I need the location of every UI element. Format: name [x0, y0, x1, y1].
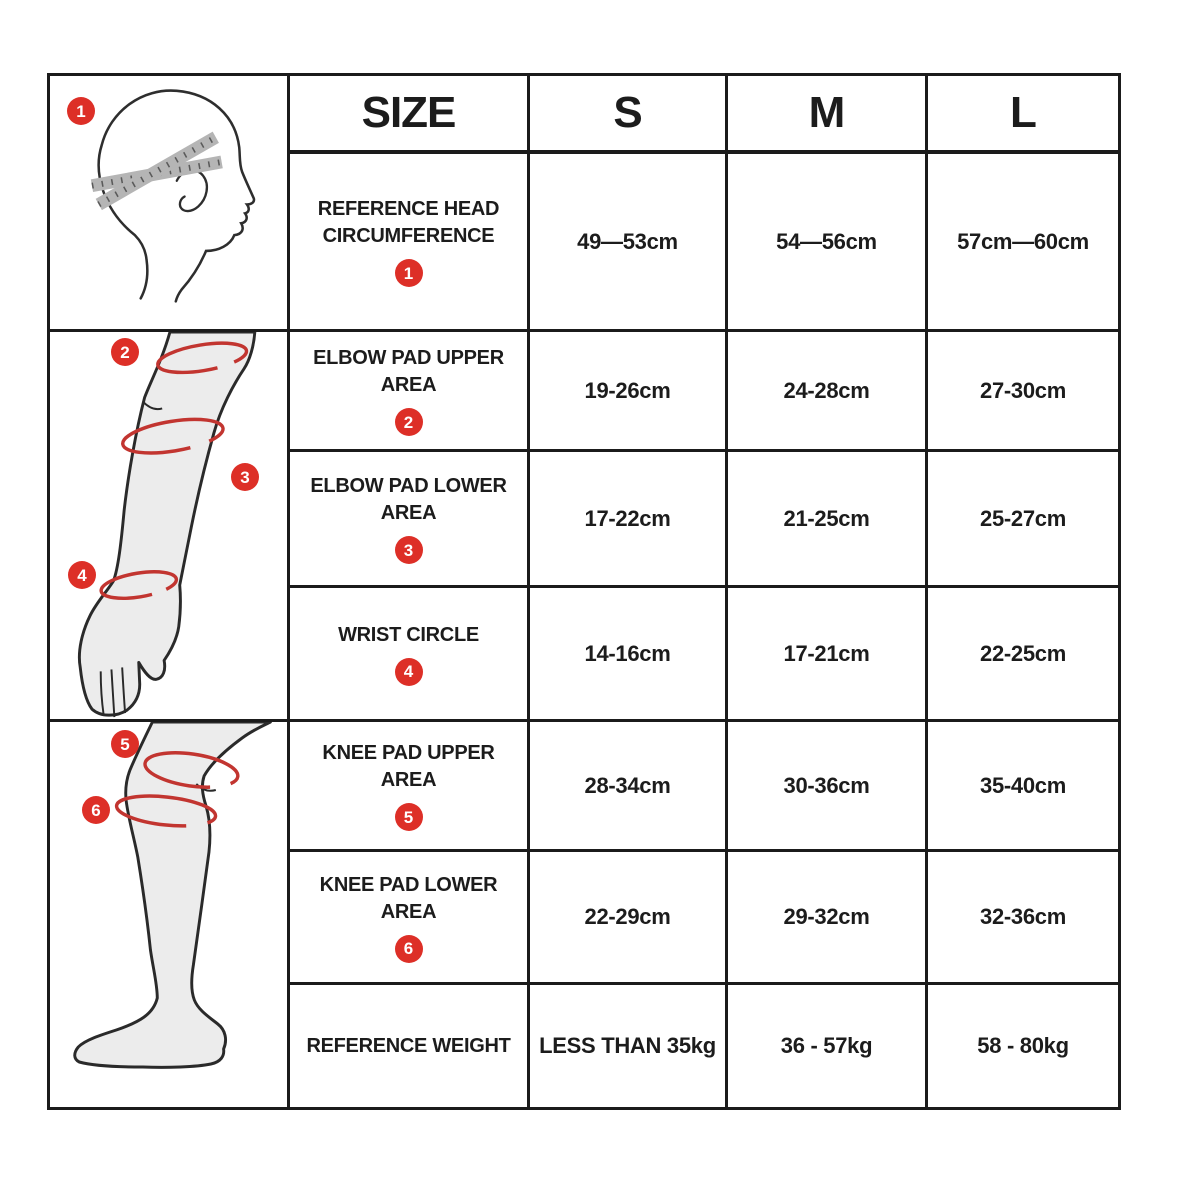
row-label-elbow-lower [290, 452, 530, 588]
value-knee-upper-l: 35-40cm [928, 722, 1118, 852]
value-elbow-lower-l: 25-27cm [928, 452, 1118, 588]
value-elbow-upper-s: 19-26cm [530, 332, 728, 452]
value-elbow-lower-s: 17-22cm [530, 452, 728, 588]
arm-outline [79, 332, 254, 715]
value-weight-l: 58 - 80kg [977, 1033, 1069, 1058]
row-label-wrist-circle [290, 588, 530, 722]
value-elbow-lower-m: 21-25cm [728, 452, 928, 588]
row-badge-5: 5 [395, 803, 423, 831]
value-knee-upper-s: 28-34cm [530, 722, 728, 852]
value-head-l: 57cm—60cm [928, 154, 1118, 332]
measuring-tape [92, 137, 222, 204]
row-badge-2: 2 [395, 408, 423, 436]
value-knee-upper-m: 30-36cm [728, 722, 928, 852]
value-elbow-upper-l: 27-30cm [928, 332, 1118, 452]
leg-measure-drawing [50, 722, 287, 1107]
value-knee-lower-l: 32-36cm [928, 852, 1118, 985]
size-label: SIZE [361, 88, 456, 137]
row-label-text: KNEE PAD LOWER AREA [319, 873, 498, 923]
s-label: S [613, 88, 642, 137]
head-badge-1: 1 [67, 97, 95, 125]
value-head-m: 54—56cm [728, 154, 928, 332]
value-wrist-l: 22-25cm [928, 588, 1118, 722]
leg-badge-5: 5 [111, 730, 139, 758]
row-label-text: REFERENCE WEIGHT [306, 1034, 511, 1057]
leg-badge-6: 6 [82, 796, 110, 824]
col-header-l [928, 76, 1118, 154]
row-badge-1: 1 [395, 259, 423, 287]
row-label-text: REFERENCE HEAD CIRCUMFERENCE [317, 198, 500, 247]
m-label: M [808, 88, 845, 137]
row-label-elbow-upper [290, 332, 530, 452]
value-wrist-m: 17-21cm [728, 588, 928, 722]
row-label-reference-weight [290, 985, 530, 1107]
value-weight-m: 36 - 57kg [728, 985, 928, 1107]
row-badge-4: 4 [395, 658, 423, 686]
value-knee-lower-m: 29-32cm [728, 852, 928, 985]
illustration-arm [50, 332, 290, 722]
l-label: L [1010, 88, 1036, 137]
arm-badge-3: 3 [231, 463, 259, 491]
row-label-text: KNEE PAD UPPER AREA [322, 742, 495, 791]
value-head-s: 49—53cm [530, 154, 728, 332]
row-label-head-circumference [290, 154, 530, 332]
leg-outline [75, 722, 271, 1067]
col-header-m [728, 76, 928, 154]
value-wrist-s: 14-16cm [530, 588, 728, 722]
row-badge-3: 3 [395, 536, 423, 564]
size-chart-table [47, 73, 1121, 1110]
row-badge-6: 6 [395, 935, 423, 963]
illustration-leg [50, 722, 290, 1107]
col-header-s [530, 76, 728, 154]
value-weight-s: LESS THAN 35kg [530, 985, 728, 1107]
arm-badge-4: 4 [68, 561, 96, 589]
row-label-text: ELBOW PAD UPPER AREA [313, 347, 504, 396]
arm-badge-2: 2 [111, 338, 139, 366]
arm-measure-drawing [50, 332, 287, 719]
row-label-text: ELBOW PAD LOWER AREA [310, 475, 507, 524]
illustration-head [50, 76, 290, 332]
row-label-knee-upper [290, 722, 530, 852]
col-header-size [290, 76, 530, 154]
row-label-knee-lower [290, 852, 530, 985]
value-elbow-upper-m: 24-28cm [728, 332, 928, 452]
value-knee-lower-s: 22-29cm [530, 852, 728, 985]
row-label-text: WRIST CIRCLE [338, 623, 479, 646]
ear-outline [177, 170, 207, 211]
